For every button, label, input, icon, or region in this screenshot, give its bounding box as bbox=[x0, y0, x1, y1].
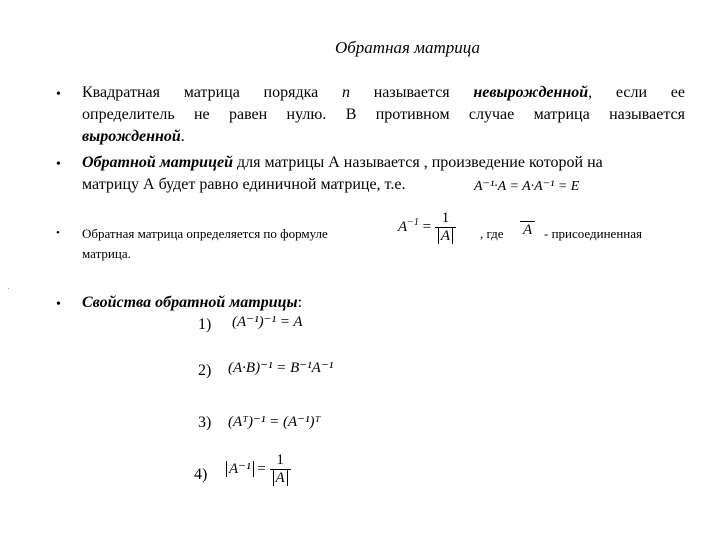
bullet-1: • bbox=[56, 87, 61, 102]
p1-line1-a: Квадратная матрица порядка bbox=[82, 84, 319, 101]
f-eq: = bbox=[422, 218, 432, 235]
property-4-formula bbox=[226, 452, 291, 487]
page-title: Обратная матрица bbox=[334, 38, 481, 57]
p4-fraction bbox=[270, 452, 291, 487]
p2-line1-rest: для матрицы А называется , произведение которой на bbox=[232, 154, 603, 171]
p4-den: A bbox=[273, 470, 288, 486]
p1-line1-c: , если ее bbox=[588, 84, 685, 101]
property-1-label: 1) bbox=[198, 316, 212, 333]
property-3-formula: (Aᵀ)⁻¹ = (A⁻¹)ᵀ bbox=[228, 414, 321, 430]
formula-inverse-product: A⁻¹·A = A·A⁻¹ = E bbox=[474, 179, 580, 194]
p1-term-nondegenerate: невырожденной bbox=[473, 84, 589, 101]
p3-where: , где bbox=[480, 226, 504, 241]
property-2-formula: (A·B)⁻¹ = B⁻¹A⁻¹ bbox=[228, 360, 334, 376]
paragraph-nondegenerate bbox=[82, 82, 685, 104]
property-3-label: 3) bbox=[198, 414, 212, 431]
stray-mark: . bbox=[8, 285, 10, 291]
bullet-4: • bbox=[56, 297, 61, 312]
bullet-3: • bbox=[56, 227, 60, 239]
p3-line1: Обратная матрица определяется по формуле bbox=[82, 226, 328, 241]
f-fraction bbox=[435, 210, 456, 245]
property-4-label: 4) bbox=[194, 466, 208, 483]
p1-term-degenerate: вырожденной bbox=[82, 128, 181, 145]
p1-line2: определитель не равен нулю. В противном случае матрица называется bbox=[82, 106, 685, 123]
p2-term-inverse: Обратной матрицей bbox=[82, 154, 233, 171]
p4-lhs: A⁻¹ bbox=[226, 461, 254, 477]
bullet-2: • bbox=[56, 157, 61, 172]
p4-eq: = bbox=[257, 460, 266, 477]
property-1-formula: (A⁻¹)⁻¹ = A bbox=[232, 314, 303, 330]
p1-order-n: n bbox=[341, 84, 350, 101]
properties-heading: Свойства обратной матрицы: bbox=[82, 294, 303, 311]
p4-num: 1 bbox=[270, 452, 291, 470]
paragraph-inverse-definition bbox=[82, 152, 682, 174]
f-num: 1 bbox=[435, 210, 456, 228]
property-2-label: 2) bbox=[198, 362, 212, 379]
p1-line3-end: . bbox=[180, 128, 185, 145]
f-den: A bbox=[438, 228, 453, 244]
f-lhs: A bbox=[398, 218, 408, 235]
formula-inverse-adjoint bbox=[398, 210, 456, 245]
p3-adjoint-desc: - присоединенная bbox=[544, 226, 642, 241]
p1-line3 bbox=[82, 126, 185, 148]
f-exp: −1 bbox=[407, 216, 419, 228]
adjoint-symbol: A bbox=[520, 222, 535, 239]
p3-line2: матрица. bbox=[82, 246, 131, 261]
p1-line1-b: называется bbox=[373, 84, 450, 101]
p2-line2: матрицу А будет равно единичной матрице, т.е. bbox=[82, 176, 406, 193]
